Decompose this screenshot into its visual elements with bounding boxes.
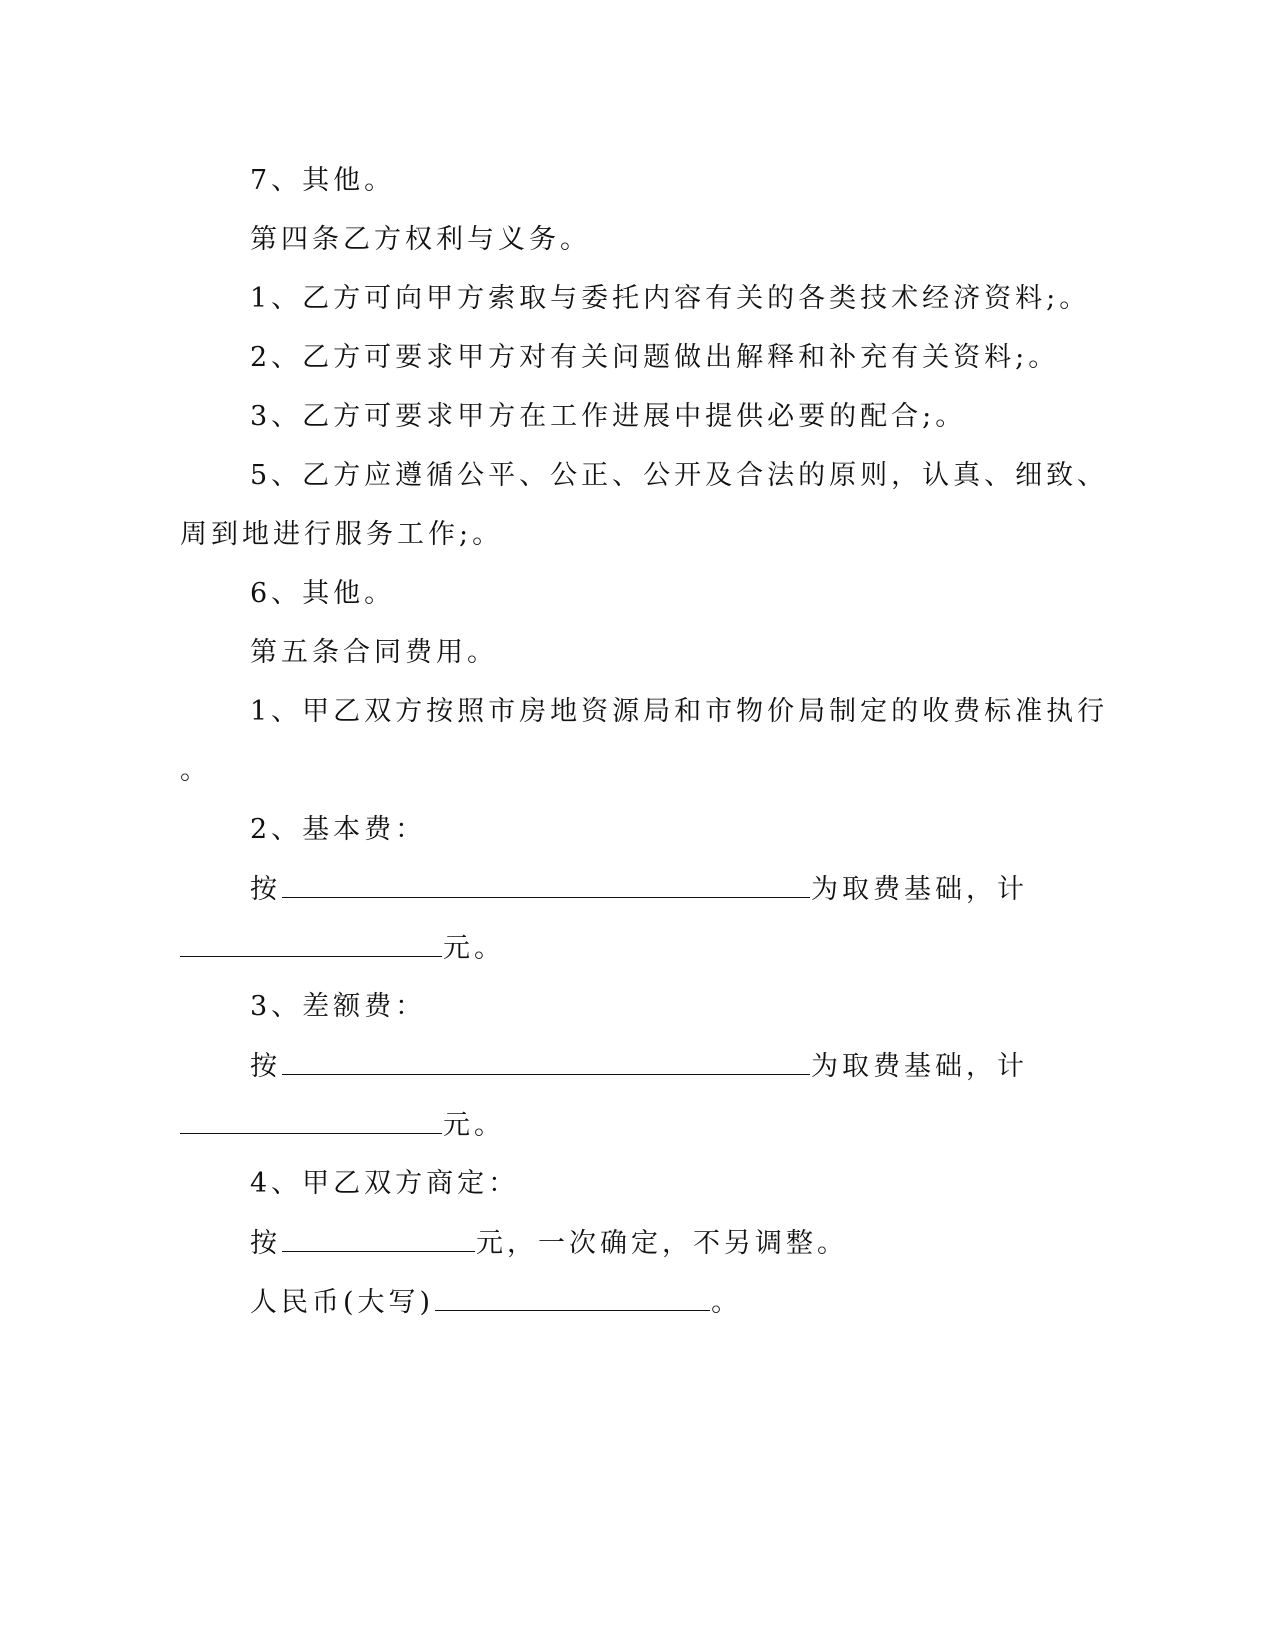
diff-fee-title: 3、差额费： <box>250 991 427 1022</box>
diff-fee-basis-blank[interactable] <box>282 1048 810 1075</box>
basic-fee-basis-line <box>250 871 1028 908</box>
article-4-item-2: 2、乙方可要求甲方对有关问题做出解释和补充有关资料;。 <box>250 342 1060 373</box>
rmb-capital-suffix: 。 <box>711 1287 743 1318</box>
rmb-capital-blank[interactable] <box>435 1284 710 1311</box>
basic-fee-amount-blank[interactable] <box>180 930 442 957</box>
agreed-fee-amount-blank[interactable] <box>282 1225 475 1252</box>
agreed-fee-line <box>250 1225 848 1262</box>
basic-fee-basis-blank[interactable] <box>282 871 810 898</box>
agreed-fee-suffix: 元，一次确定，不另调整。 <box>476 1228 848 1259</box>
article-4-item-3: 3、乙方可要求甲方在工作进展中提供必要的配合;。 <box>250 401 967 432</box>
item-7-other: 7、其他。 <box>250 165 396 196</box>
article-4-item-6: 6、其他。 <box>250 578 396 609</box>
diff-fee-amount-blank[interactable] <box>180 1107 442 1134</box>
agreed-fee-title: 4、甲乙双方商定： <box>250 1168 520 1199</box>
diff-fee-basis-line <box>250 1048 1028 1085</box>
basic-fee-title: 2、基本费： <box>250 814 427 845</box>
basic-fee-amount-suffix: 元。 <box>443 933 505 964</box>
article-4-item-5-line-1: 5、乙方应遵循公平、公正、公开及合法的原则，认真、细致、 <box>250 460 1109 491</box>
diff-fee-prefix: 按 <box>250 1051 281 1082</box>
diff-fee-amount-line <box>180 1107 505 1144</box>
article-5-item-1-line-1: 1、甲乙双方按照市房地资源局和市物价局制定的收费标准执行 <box>250 696 1109 727</box>
diff-fee-amount-suffix: 元。 <box>443 1110 505 1141</box>
rmb-capital-prefix: 人民币(大写) <box>250 1287 435 1318</box>
basic-fee-prefix: 按 <box>250 874 281 905</box>
diff-fee-suffix: 为取费基础，计 <box>811 1051 1028 1082</box>
article-4-item-5-line-2: 周到地进行服务工作;。 <box>180 519 504 550</box>
basic-fee-amount-line <box>180 930 505 967</box>
article-5-item-1-line-2: 。 <box>180 755 211 786</box>
article-5-heading: 第五条合同费用。 <box>250 637 498 668</box>
rmb-capital-line <box>250 1284 742 1321</box>
basic-fee-suffix: 为取费基础，计 <box>811 874 1028 905</box>
article-4-heading: 第四条乙方权利与义务。 <box>250 224 591 255</box>
article-4-item-1: 1、乙方可向甲方索取与委托内容有关的各类技术经济资料;。 <box>250 283 1091 314</box>
agreed-fee-prefix: 按 <box>250 1228 281 1259</box>
